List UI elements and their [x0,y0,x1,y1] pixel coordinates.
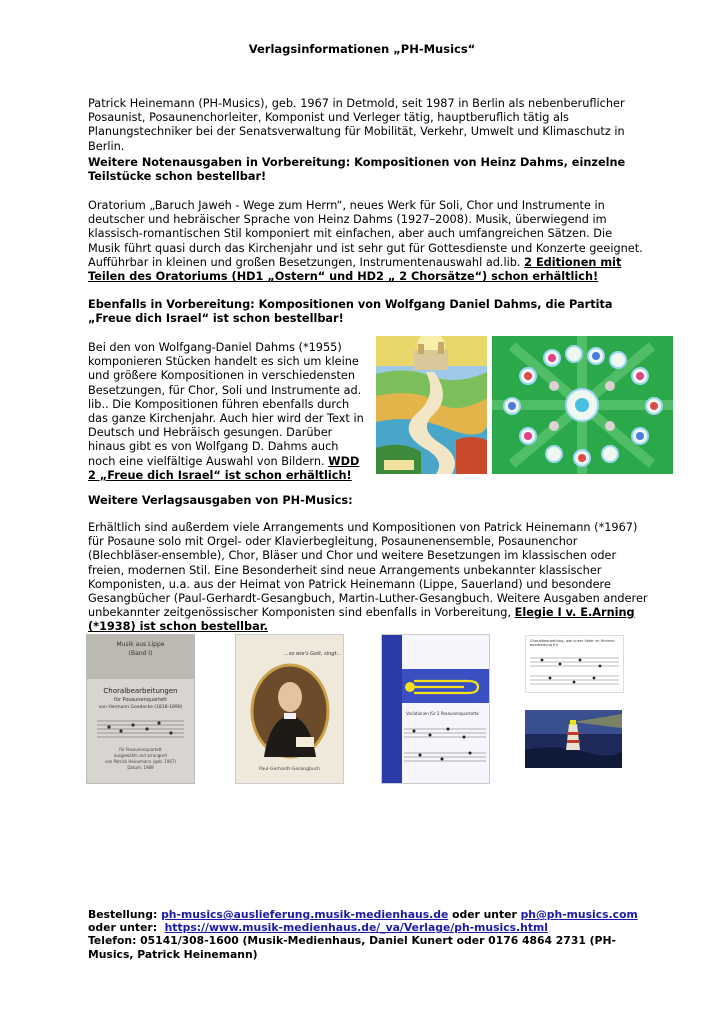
footer-phone: Telefon: 05141/308-1600 (Musik-Medienhaus, Daniel Kunert oder 0176 4864 2731 (PH-Musics, Patrick Heinemann) [88,934,616,961]
intro-paragraph: Patrick Heinemann (PH-Musics), geb. 1967 in Detmold, seit 1987 in Berlin als nebenberuflicher Posaunist, Posaunenchorleiter, Komponist und Verleger tätig, hauptberuflich tätig als Planungstechniker bei der Senatsverwaltung für Mobilität, Verkehr, Umwelt und Klimaschutz in Berlin. [88,97,625,153]
cover1-small4: Datum: 1989 [127,765,154,770]
section1-heading: Weitere Notenausgaben in Vorbereitung: Kompositionen von Heinz Dahms, einzelne Teilstücke schon bestellbar! [88,156,626,184]
footer-or2: oder unter: [88,921,158,935]
cover1-notation [97,717,184,741]
cover1-title: Choralbearbeitungen [103,687,178,695]
cover3-text: Variationen für 2 Posaunenquartette [406,711,479,716]
footer-or1: oder unter [452,908,517,921]
section3-paragraph [88,521,648,635]
order-footer [88,908,648,961]
order-label: Bestellung: [88,908,158,921]
cover3-blue-band [382,635,402,783]
footer-line2 [88,921,648,934]
cover-paul-gerhardt [235,634,344,784]
section2-text: Bei den von Wolfgang-Daniel Dahms (*1955) komponieren Stücken handelt es sich um kleine und größere Kompositionen in verschiedensten Besetzungen, für Chor, Soli und Instrumente ad. lib.. Die Kompositionen führen ebenfalls durch das ganze Kirchenjahr. Auch hier wird der Text in Deutsch und Hebräisch gesungen. Darüber hinaus gibt es von Wolfgang D. Dahms auch noch eine vielfältige Auswahl von Bildern. [88,341,364,468]
cover1-small2: ausgewählt und arrangiert [113,753,168,758]
circles-painting-image [492,336,673,474]
trombone-image [404,673,484,699]
cover4-heading: Choralbearbeitung, wie unser Vater im Himmel bearbeitung für [530,639,615,647]
publisher-email-link[interactable]: ph@ph-musics.com [520,908,638,921]
cover1-line2: (Band I) [128,650,153,657]
cover-trombone-edition [381,634,490,784]
shop-url-link[interactable]: https://www.musik-medienhaus.de/_va/Verlage/ph-musics.html [164,921,548,935]
cover-musik-aus-lippe [86,634,195,784]
section1-text: Oratorium „Baruch Jaweh - Wege zum Herrn“, neues Werk für Soli, Chor und Instrumente in deutscher und hebräischer Sprache von Heinz Dahms (1927–2008). Musik, überwiegend im klassisch-romantischen Stil komponiert mit einfachen, aber auch umfangreichen Sätzen. Die Musik führt quasi durch das Kirchenjahr und ist sehr gut für Gottesdienste und Konzerte geeignet. Aufführbar in kleinen und großen Besetzungen, Instrumentenauswahl ad.lib. [88,199,643,269]
order-email-link[interactable]: ph-musics@auslieferung.musik-medienhaus.de [161,908,449,921]
section1-paragraph [88,199,648,284]
cover1-details [87,747,194,771]
cover3-notation [404,725,486,775]
section2-paragraph [88,341,366,483]
cover1-small1: für Posaunenquartett [119,747,162,752]
lighthouse-image [525,710,622,768]
cover1-line1: Musik aus Lippe [116,641,165,648]
section3-text: Erhältlich sind außerdem viele Arrangements und Kompositionen von Patrick Heinemann (*1967) für Posaune solo mit Orgel- oder Klavierbegleitung, Posaunenensemble, Posaunenchor (Blechbläser-ensemble), Chor, Bläser und Chor und weitere Besetzungen im klassischen oder freien, modernen Stil. Eine Besonderheit sind neue Arrangements unbekannter klassischer Komponisten, u.a. aus der Heimat von Patrick Heinemann (Lippe, Sauerland) und besondere Gesangbücher (Paul-Gerhardt-Gesangbuch, Martin-Luther-Gesangbuch. Weitere Ausgaben anderer unbekannter zeitgenössischer Komponisten sind ebenfalls in Vorbereitung, [88,521,648,620]
footer-line1 [88,908,648,921]
section2-heading: Ebenfalls in Vorbereitung: Kompositionen von Wolfgang Daniel Dahms, die Partita „Freue dich Israel“ ist schon bestellbar! [88,298,613,326]
cover1-small3: von Patrick Heinemann (geb. 1967) [104,759,177,764]
cover2-bottom: Paul-Gerhardt-Gesangbuch [258,767,321,772]
cover1-author: von Hermann Goedecke (1818-1890) [98,705,183,710]
cover1-subtitle: für Posaunenquartett [113,697,168,703]
cover2-top: ...so wie's Gott, singt... [284,651,342,657]
section3-heading: Weitere Verlagsausgaben von PH-Musics: [88,494,353,507]
section2-highlight: WDD 2 „Freue dich Israel“ ist schon erhältlich! [88,454,360,482]
section1-highlight: 2 Editionen mit Teilen des Oratoriums (HD1 „Ostern“ und HD2 „ 2 Chorsätze“) schon erhältlich! [88,255,622,284]
cover4-notation [530,654,619,688]
cover-choral-score [525,635,624,693]
page-title: Verlagsinformationen „PH-Musics“ [248,42,476,56]
landscape-painting-image [376,336,487,474]
portrait-image [250,663,330,759]
section3-highlight: Elegie I v. E.Arning (*1938) ist schon bestellbar. [88,606,635,634]
